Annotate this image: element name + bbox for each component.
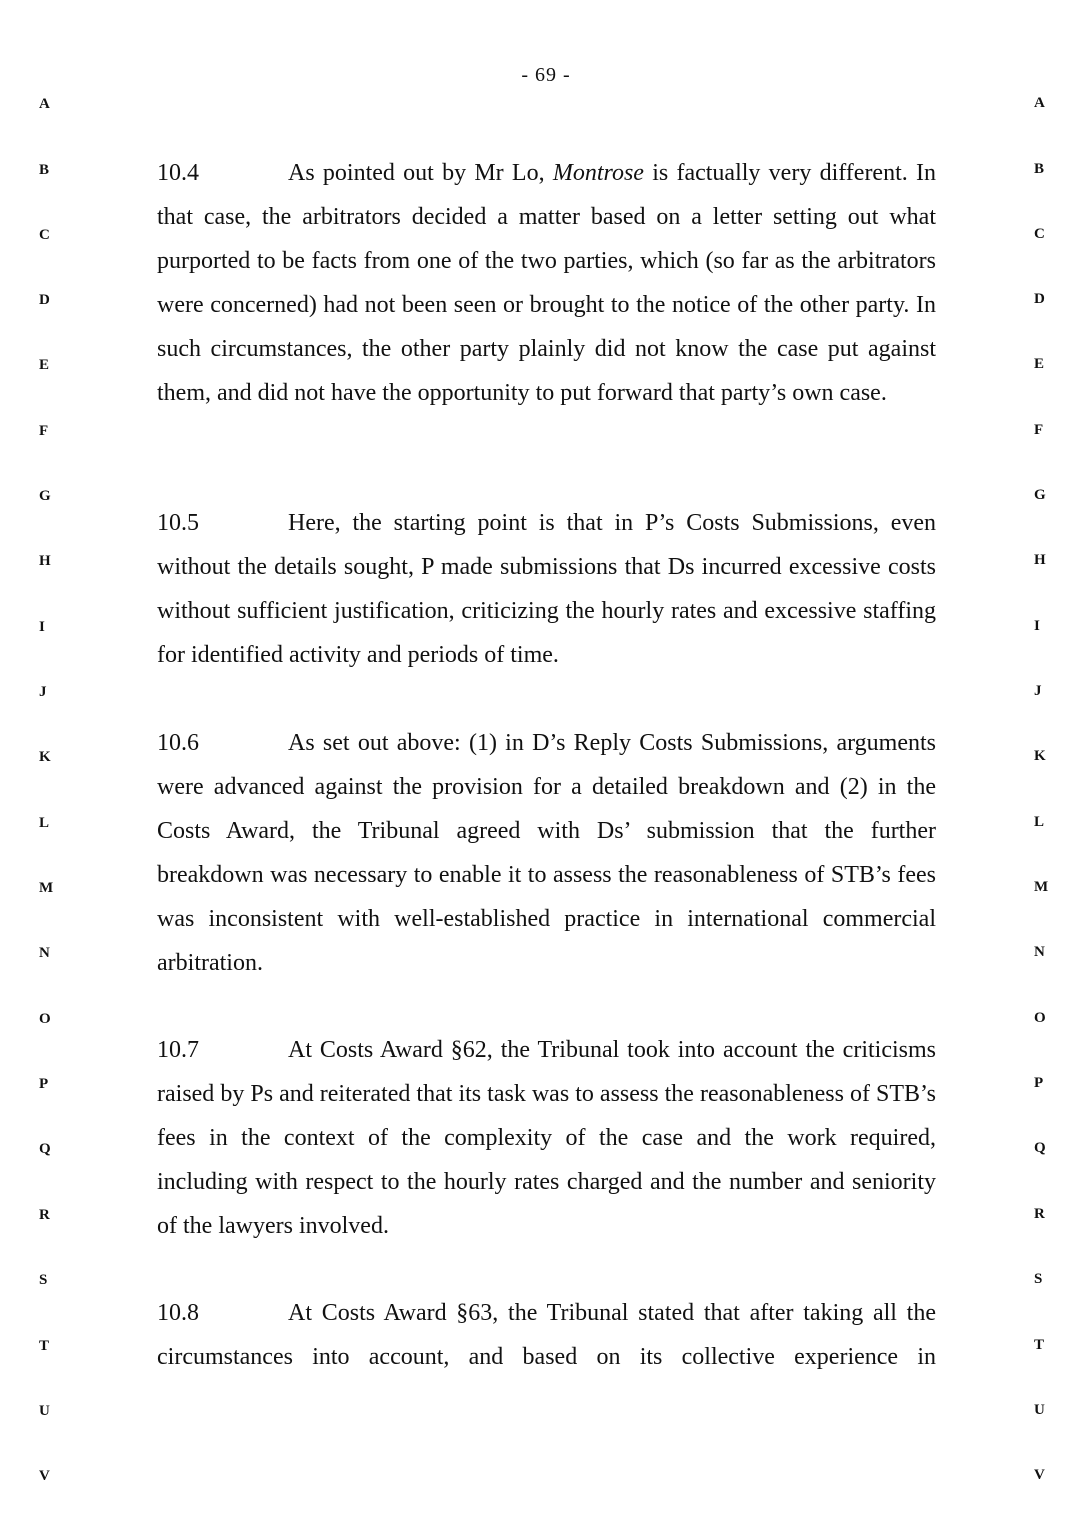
margin-letter-k-left: K [39,749,51,765]
margin-letter-d-right: D [1034,291,1045,307]
margin-letter-q-right: Q [1034,1140,1046,1156]
margin-letter-p-left: P [39,1076,49,1092]
margin-letter-b-left: B [39,162,50,178]
margin-letter-p-right: P [1034,1075,1044,1091]
paragraph-10-4 [157,151,936,415]
margin-letter-f-right: F [1034,422,1044,438]
margin-letter-m-right: M [1034,879,1049,895]
margin-letter-k-right: K [1034,748,1046,764]
margin-letter-a-left: A [39,96,50,112]
paragraph-10-6 [157,721,936,985]
margin-letter-v-left: V [39,1468,50,1484]
margin-letter-c-left: C [39,227,50,243]
margin-letter-r-right: R [1034,1206,1045,1222]
paragraph-number: 10.4 [157,160,199,186]
margin-letter-f-left: F [39,423,49,439]
paragraph-number: 10.7 [157,1037,199,1063]
margin-letter-j-left: J [39,684,47,700]
margin-letter-r-left: R [39,1207,50,1223]
margin-letter-t-left: T [39,1338,50,1354]
page-number: - 69 - [521,64,571,86]
paragraph-number: 10.6 [157,730,199,756]
margin-letter-i-left: I [39,619,45,635]
margin-letter-i-right: I [1034,618,1040,634]
margin-letter-u-left: U [39,1403,50,1419]
margin-letter-s-left: S [39,1272,48,1288]
paragraph-number: 10.5 [157,510,199,536]
margin-letter-u-right: U [1034,1402,1045,1418]
margin-letter-g-left: G [39,488,51,504]
paragraph-text: is factually very different. In that case, the arbitrators decided a matter based on a letter setting out what purported to be facts from one of the two parties, which (so far as the arbitrators were concerned) had not been seen or brought to the notice of the other party. In such circumstances, the other party plainly did not know the case put against them, and did not have the opportunity to put forward that party’s own case. [157,160,936,406]
paragraph-number: 10.8 [157,1300,199,1326]
case-name-italic: Montrose [552,160,644,186]
margin-letter-m-left: M [39,880,54,896]
margin-letter-n-right: N [1034,944,1045,960]
margin-letter-o-right: O [1034,1010,1046,1026]
margin-letter-d-left: D [39,292,50,308]
margin-letter-l-right: L [1034,814,1045,830]
margin-letter-a-right: A [1034,95,1045,111]
margin-letter-o-left: O [39,1011,51,1027]
margin-letter-h-left: H [39,553,51,569]
margin-letter-e-left: E [39,357,50,373]
margin-letter-q-left: Q [39,1141,51,1157]
paragraph-10-8 [157,1291,936,1379]
margin-letter-s-right: S [1034,1271,1043,1287]
margin-letter-t-right: T [1034,1337,1045,1353]
paragraph-text: As pointed out by Mr Lo, [288,160,553,186]
margin-letter-l-left: L [39,815,50,831]
margin-letter-g-right: G [1034,487,1046,503]
paragraph-10-5 [157,501,936,677]
paragraph-text: As set out above: (1) in D’s Reply Costs Submissions, arguments were advanced against the provision for a detailed breakdown and (2) in the Costs Award, the Tribunal agreed with Ds’ submission that the further breakdown was necessary to enable it to assess the reasonableness of STB’s fees was inconsistent with well-established practice in international commercial arbitration. [157,730,936,976]
margin-letter-v-right: V [1034,1467,1045,1483]
margin-letter-n-left: N [39,945,50,961]
paragraph-text: Here, the starting point is that in P’s Costs Submissions, even without the details sought, P made submissions that Ds incurred excessive costs without sufficient justification, criticizing the hourly rates and excessive staffing for identified activity and periods of time. [157,510,936,668]
margin-letter-b-right: B [1034,161,1045,177]
margin-letter-j-right: J [1034,683,1042,699]
paragraph-10-7 [157,1028,936,1248]
paragraph-text: At Costs Award §62, the Tribunal took into account the criticisms raised by Ps and reiterated that its task was to assess the reasonableness of STB’s fees in the context of the complexity of the case and the work required, including with respect to the hourly rates charged and the number and seniority of the lawyers involved. [157,1037,936,1239]
margin-letter-e-right: E [1034,356,1045,372]
paragraph-text: At Costs Award §63, the Tribunal stated that after taking all the circumstances into account, and based on its collective experience in [157,1300,936,1370]
margin-letter-c-right: C [1034,226,1045,242]
margin-letter-h-right: H [1034,552,1046,568]
